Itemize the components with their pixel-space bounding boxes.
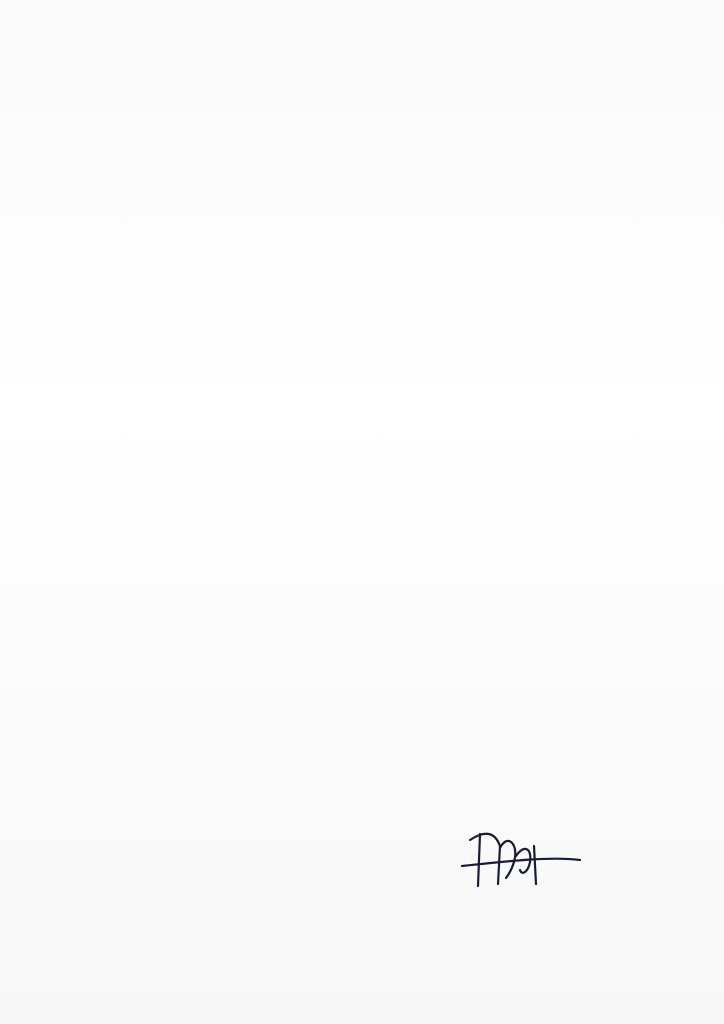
signature-block — [440, 826, 700, 926]
distribution-list — [100, 8, 690, 19]
handwritten-signature — [440, 826, 700, 896]
